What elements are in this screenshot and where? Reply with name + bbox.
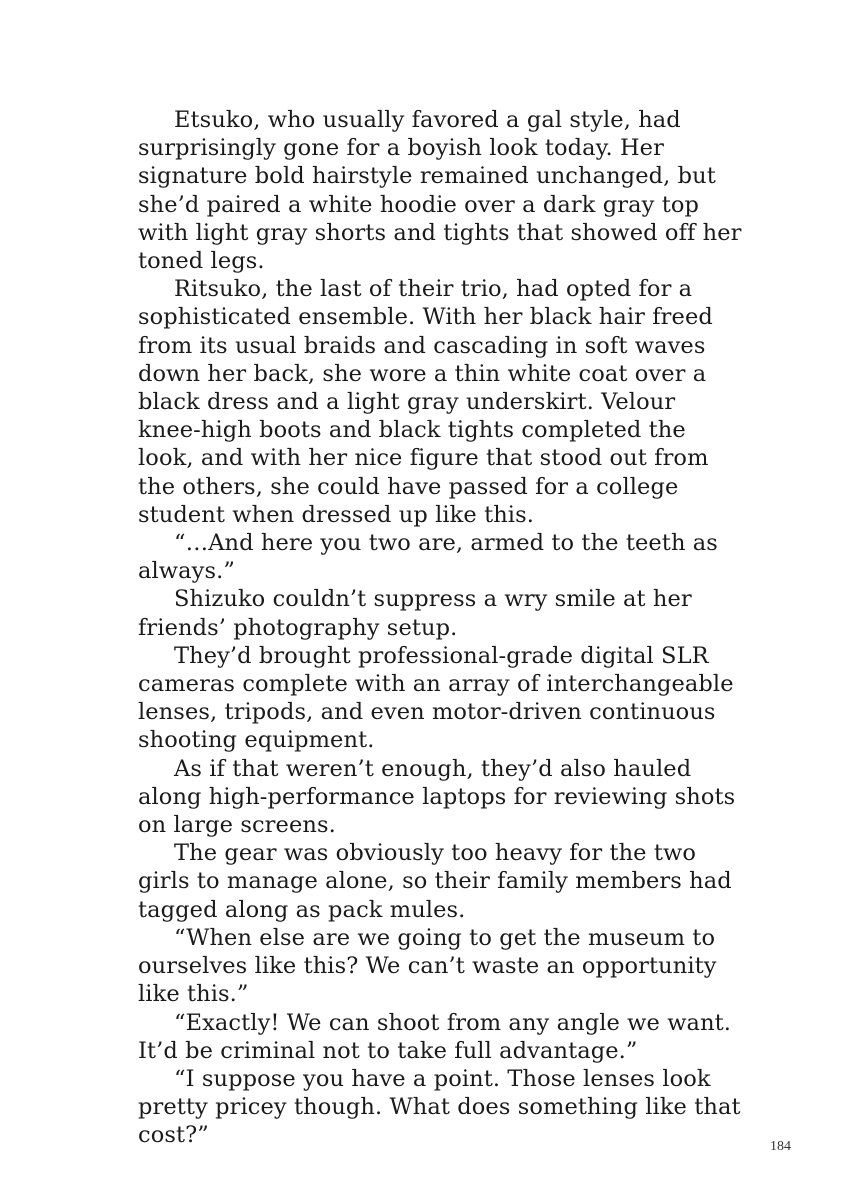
paragraph: As if that weren’t enough, they’d also hauled along high-performance laptops for reviewing shots on large screens. — [138, 755, 736, 839]
paragraph: “I suppose you have a point. Those lenses look pretty pricey though. What does something like that cost?” — [138, 1065, 741, 1149]
paragraph: “Exactly! We can shoot from any angle we want. It’d be criminal not to take full advantage.” — [138, 1009, 732, 1064]
paragraph: “When else are we going to get the museum to ourselves like this? We can’t waste an opportunity like this.” — [138, 924, 717, 1008]
paragraph: “…And here you two are, armed to the teeth as always.” — [138, 530, 718, 585]
paragraph: The gear was obviously too heavy for the two girls to manage alone, so their family members had tagged along as pack mules. — [138, 840, 732, 923]
paragraph: Shizuko couldn’t suppress a wry smile at her friends’ photography setup. — [138, 586, 692, 641]
body-text — [138, 106, 744, 1150]
paragraph: Ritsuko, the last of their trio, had opted for a sophisticated ensemble. With her black hair freed from its usual braids and cascading in soft waves down her back, she wore a thin white coat over a black dress and a light gray underskirt. Velour knee-high boots and black tights completed the look, and with her nice figure that stood out from the others, she could have passed for a college student when dressed up like this. — [138, 276, 713, 528]
paragraph: Etsuko, who usually favored a gal style, had surprisingly gone for a boyish look today. Her signature bold hairstyle remained unchanged, but she’d paired a white hoodie over a dark gray top with light gray shorts and tights that showed off her toned legs. — [138, 107, 742, 275]
page-number: 184 — [770, 1139, 791, 1154]
paragraph: They’d brought professional-grade digital SLR cameras complete with an array of interchangeable lenses, tripods, and even motor-driven continuous shooting equipment. — [138, 642, 734, 754]
